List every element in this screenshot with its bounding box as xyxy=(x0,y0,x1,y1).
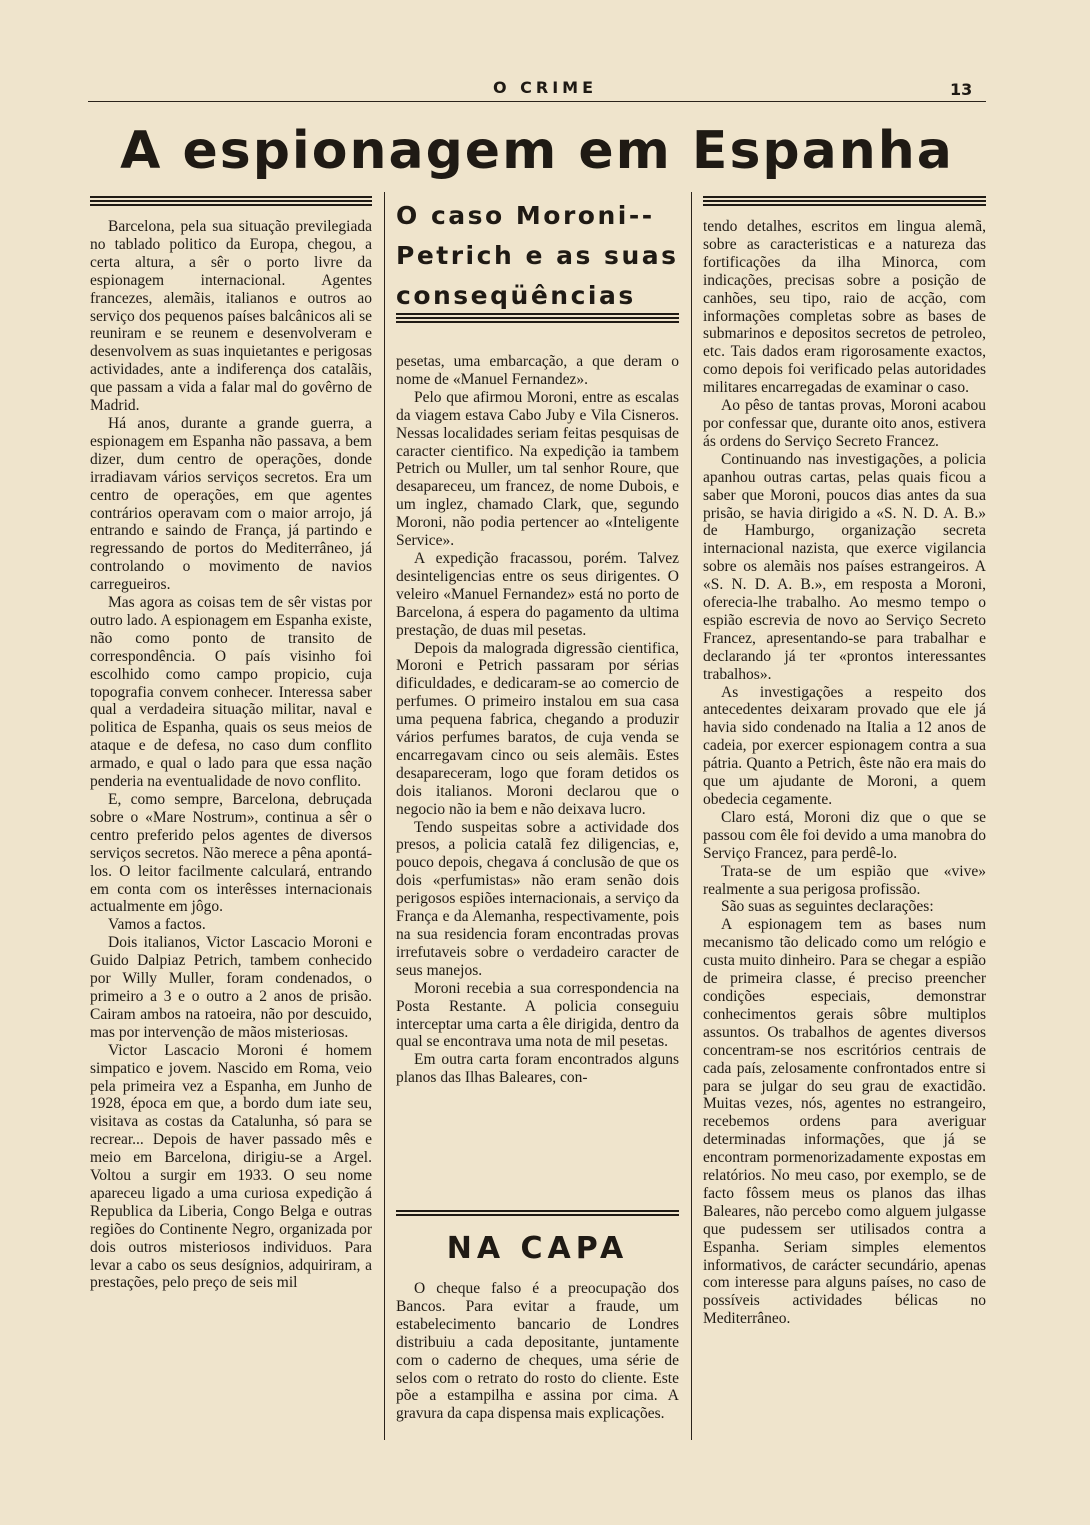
paragraph: A expedição fracassou, porém. Talvez desinteligencias entre os seus dirigentes. O veleiro «Manuel Fernandez» está no porto de Barcelona, á espera do pagamento da ultima prestação, de duas mil pesetas. xyxy=(396,549,679,639)
column-divider-left xyxy=(384,192,385,1440)
paragraph: Mas agora as coisas tem de sêr vistas por outro lado. A espionagem em Espanha existe, não como ponto de transito de correspondência. O país visinho foi escolhido como campo propicio, cuja topografia convem conhecer. Interessa saber qual a verdadeira situação militar, naval e politica de Espanha, quais os seus meios de ataque e de defesa, no caso dum conflito armado, e qual o lado para que essa nação penderia na eventualidade de novo conflito. xyxy=(90,594,372,791)
paragraph: pesetas, uma embarcação, a que deram o nome de «Manuel Fernandez». xyxy=(396,353,679,388)
paragraph: Moroni recebia a sua correspondencia na Posta Restante. A policia conseguiu interceptar uma carta a êle dirigida, dentro da qual se encontrava uma nota de mil pesetas. xyxy=(396,979,679,1051)
paragraph: Ao pêso de tantas provas, Moroni acabou por confessar que, durante oito anos, estivera ás ordens do Serviço Secreto Francez. xyxy=(703,397,986,450)
article-column-right xyxy=(703,218,986,1440)
paragraph: Continuando nas investigações, a policia apanhou outras cartas, pelas quais ficou a saber que Moroni, poucos dias antes da sua prisão, se havia dirigido a «S. N. D. A. B.» de Hamburgo, organização secreta internacional nazista, que exerce vigilancia sobre os alemãis nos países estrangeiros. A «S. N. D. A. B.», em resposta a Moroni, oferecia-lhe trabalho. Ao mesmo tempo o espião escrevia de novo ao Serviço Secreto Francez, apresentando-se para trabalhar e declarando já ter «prontos interessantes trabalhos». xyxy=(703,450,986,683)
paragraph: As investigações a respeito dos antecedentes deixaram provado que ele já havia sido condenado na Italia a 12 anos de cadeia, por exercer espionagem contra a sua pátria. Quanto a Petrich, êste não era mais do que um ajudante de Moroni, a quem obedecia cegamente. xyxy=(703,683,986,808)
paragraph: Há anos, durante a grande guerra, a espionagem em Espanha não passava, a bem dizer, dum centro de operações, donde irradiavam vários serviços secretos. Era um centro de operações, em que agentes contrários operavam com o maior arrojo, já entrando e saindo de França, já partindo e regressando de portos do Mediterrâneo, já controlando o movimento de navios carregueiros. xyxy=(90,414,372,594)
page-number: 13 xyxy=(950,80,973,99)
paragraph: Dois italianos, Victor Lascacio Moroni e Guido Dalpiaz Petrich, tambem conhecido por Willy Muller, foram condenados, o primeiro a 3 e o outro a 2 anos de prisão. Cairam ambos na ratoeira, não por descuido, mas por intervenção de mãos misteriosas. xyxy=(90,934,372,1041)
paragraph: Barcelona, pela sua situação previlegiada no tablado politico da Europa, chegou, a certa altura, a sêr o porto livre da espionagem internacional. Agentes francezes, alemãis, italianos e outros ao serviço dos pequenos países balcânicos ali se reuniram e se reunem e desenvolveram e desenvolvem as suas inquietantes e perigosas actividades, ante a indiferença dos catalãis, que passam a vida a falar mal do govêrno de Madrid. xyxy=(90,218,372,415)
na-capa-text xyxy=(396,1280,679,1440)
paragraph: Claro está, Moroni diz que o que se passou com êle foi devido a uma manobra do Serviço Francez, para perdê-lo. xyxy=(703,808,986,862)
column-divider-right xyxy=(691,192,692,1440)
paragraph: E, como sempre, Barcelona, debruçada sobre o «Mare Nostrum», continua a sêr o centro preferido pelos agentes de diversos serviços secretos. Não merece a pêna apontá-los. O leitor facilmente calculará, entrando em conta com os interêsses internacionais actualmente em jôgo. xyxy=(90,791,372,916)
paragraph: Tendo suspeitas sobre a actividade dos presos, a policia catalã fez diligencias, e, pouco depois, chegava á conclusão de que os dois «perfumistas» não eram senão dois perigosos espiões internacionais, a serviço da França e da Alemanha, respectivamente, pois na sua residencia foram encontradas provas irrefutaveis sobre o verdadeiro caracter de seus manejos. xyxy=(396,818,679,979)
article-column-left xyxy=(90,218,372,1440)
na-capa-title: NA CAPA xyxy=(446,1231,629,1266)
paragraph: A espionagem tem as bases num mecanismo tão delicado como um relógio e custa muito dinheiro. Para se chegar a espião de primeira classe, é preciso preencher condições especiais, demonstrar conhecimentos gerais sôbre multiplos assuntos. Os trabalhos de agentes diversos concentram-se nos escritórios centrais de cada país, zelosamente confrontados entre si para se julgar do seu grau de exactidão. Muitas vezes, nós, agentes no estrangeiro, recebemos ordens para averiguar determinadas informações, que já se encontram pormenorizadamente expostas em relatórios. No meu caso, por exemplo, se de facto fôssem meus os planos das ilhas Baleares, não percebo como alguem julgasse que pudessem ser utilisados contra a Espanha. Seriam simples elementos informativos, de carácter secundário, apenas com interesse para alguns países, no caso de possíveis actividades bélicas no Mediterrâneo. xyxy=(703,916,986,1328)
paragraph: São suas as seguintes declarações: xyxy=(721,898,934,916)
paragraph: O cheque falso é a preocupação dos Bancos. Para evitar a fraude, um estabelecimento bancario de Londres distribuiu a cada depositante, juntamente com o caderno de cheques, uma série de selos com o retrato do rosto do cliente. Este põe a estampilha e assina por cima. A gravura da capa dispensa mais explicações. xyxy=(396,1280,679,1423)
paragraph: Depois da malograda digressão cientifica, Moroni e Petrich passaram por sérias dificuldades, e dedicaram-se ao comercio de perfumes. O primeiro instalou em sua casa uma pequena fabrica, chegando a produzir vários perfumes baratos, de cuja venda se encarregavam cinco ou seis alemãis. Estes desapareceram, logo que foram detidos os dois italianos. Moroni declarou que o negocio não ia bem e não deixava lucro. xyxy=(396,639,679,818)
paragraph: tendo detalhes, escritos em lingua alemã, sobre as caracteristicas e a natureza das fortificações da ilha Minorca, com indicações, precisas sobre a posição de canhões, seu tipo, raio de acção, com informações completas sobre as bases de submarinos e depositos secretos de petroleo, etc. Tais dados eram rigorosamente exactos, como depois foi verificado pelas autoridades militares encarregadas de examinar o caso. xyxy=(703,218,986,397)
article-subtitle: O caso Moroni--Petrich e as suas conseqüências xyxy=(396,201,679,310)
article-column-middle xyxy=(396,353,679,1199)
paragraph: Victor Lascacio Moroni é homem simpatico e jovem. Nascido em Roma, veio pela primeira vez a Espanha, em Junho de 1928, época em que, a bordo dum iate seu, visitava as costas da Catalunha, só para se recrear... Depois de haver passado mês e meio em Barcelona, dirigiu-se a Argel. Voltou a surgir em 1933. O seu nome apareceu ligado a uma curiosa expedição á Republica da Liberia, Congo Belga e outras regiões do Continente Negro, organizada por dois outros misteriosos individuos. Para levar a cabo os seus desígnios, adquiriram, a prestações, pelo preço de seis mil xyxy=(90,1041,372,1292)
header-rule xyxy=(88,101,986,102)
paragraph: Vamos a factos. xyxy=(108,916,206,934)
running-header: O CRIME xyxy=(492,78,598,97)
paragraph: Trata-se de um espião que «vive» realmente a sua perigosa profissão. xyxy=(703,862,986,898)
paragraph: Em outra carta foram encontrados alguns planos das Ilhas Baleares, con- xyxy=(396,1051,679,1087)
paragraph: Pelo que afirmou Moroni, entre as escalas da viagem estava Cabo Juby e Vila Cisneros. Nessas localidades seriam feitas pesquisas de caracter cientifico. Na expedição ia tambem Petrich ou Muller, um tal senhor Roure, que desapareceu, um francez, de nome Dubois, e um inglez, chamado Clark, que, segundo Moroni, não podia pertencer ao «Inteligente Service». xyxy=(396,388,679,550)
article-title: A espionagem em Espanha xyxy=(120,121,954,181)
